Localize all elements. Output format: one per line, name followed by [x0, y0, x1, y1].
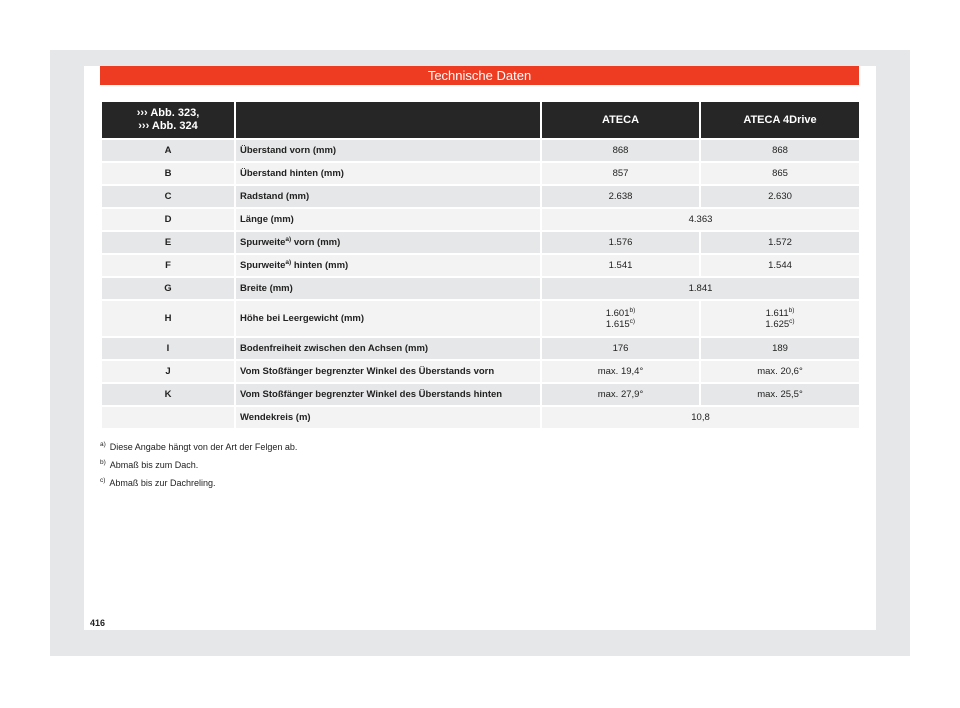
row-value-ateca-4drive: max. 25,5° — [700, 383, 860, 406]
row-label — [235, 162, 541, 185]
row-value-ateca: 2.638 — [541, 185, 700, 208]
cell-text: hinten (mm) — [291, 260, 349, 271]
cell-text: Radstand (mm) — [240, 191, 310, 202]
cell-text: Spurweite — [240, 237, 286, 248]
row-label — [235, 337, 541, 360]
row-value-ateca-4drive: max. 20,6° — [700, 360, 860, 383]
table-row — [101, 185, 860, 208]
column-header-description — [235, 101, 541, 139]
row-value-shared: 1.841 — [541, 277, 860, 300]
cell-text: 1.601 — [605, 307, 630, 319]
row-label — [235, 185, 541, 208]
row-value-ateca: 857 — [541, 162, 700, 185]
cell-text: 1.625 — [765, 318, 790, 330]
row-value-ateca: 176 — [541, 337, 700, 360]
row-code: C — [101, 185, 235, 208]
row-value-ateca: 1.576 — [541, 231, 700, 254]
footnote-ref: b) — [788, 306, 795, 314]
column-header-reference — [101, 101, 235, 139]
table-row — [101, 208, 860, 231]
footnote-item: $^{b)}$ Abmaß bis zum Dach. — [100, 459, 199, 470]
cell-text: 1.611 — [765, 307, 789, 319]
footnote-item: $^{a)}$ Diese Angabe hängt von der Art der Felgen ab. — [100, 441, 298, 452]
cell-text: vorn (mm) — [291, 237, 341, 248]
cell-text: Breite (mm) — [240, 283, 293, 294]
row-code: B — [101, 162, 235, 185]
row-code: I — [101, 337, 235, 360]
row-label — [235, 208, 541, 231]
technical-data-table — [100, 100, 861, 430]
row-label — [235, 300, 541, 337]
table-row — [101, 383, 860, 406]
footnote-ref: a) — [285, 258, 292, 266]
row-value-ateca — [541, 300, 700, 337]
cell-text: Überstand hinten (mm) — [240, 168, 344, 179]
row-value-ateca: 868 — [541, 139, 700, 162]
row-label — [235, 231, 541, 254]
cell-text: Bodenfreiheit zwischen den Achsen (mm) — [240, 343, 429, 354]
cell-text: Höhe bei Leergewicht (mm) — [240, 313, 365, 324]
row-code: G — [101, 277, 235, 300]
row-value-ateca-4drive — [700, 300, 860, 337]
page-number: 416 — [90, 618, 106, 628]
value-line — [705, 319, 855, 330]
row-code: J — [101, 360, 235, 383]
row-value-ateca: 1.541 — [541, 254, 700, 277]
cell-text: Vom Stoßfänger begrenzter Winkel des Überstands vorn — [240, 366, 495, 377]
row-value-ateca: max. 27,9° — [541, 383, 700, 406]
cell-text: Wendekreis (m) — [240, 412, 311, 423]
footnote-item: $^{c)}$ Abmaß bis zur Dachreling. — [100, 477, 216, 488]
cell-text: Vom Stoßfänger begrenzter Winkel des Überstands hinten — [240, 389, 503, 400]
table-row — [101, 139, 860, 162]
row-value-shared: 10,8 — [541, 406, 860, 429]
footnote-ref: c) — [629, 317, 636, 325]
column-header-ateca-4drive: ATECA 4Drive — [700, 101, 860, 139]
column-header-ateca: ATECA — [541, 101, 700, 139]
row-code: K — [101, 383, 235, 406]
row-value-ateca-4drive: 1.544 — [700, 254, 860, 277]
table-row — [101, 162, 860, 185]
row-label — [235, 254, 541, 277]
row-code: D — [101, 208, 235, 231]
row-label — [235, 406, 541, 429]
footnote-ref: c) — [789, 317, 795, 325]
row-value-ateca-4drive: 1.572 — [700, 231, 860, 254]
cell-text: 1.615 — [605, 318, 630, 330]
row-code: H — [101, 300, 235, 337]
footnotes — [100, 438, 700, 492]
value-line — [546, 308, 695, 319]
row-value-ateca-4drive: 189 — [700, 337, 860, 360]
table-row — [101, 406, 860, 429]
row-code: A — [101, 139, 235, 162]
row-label — [235, 360, 541, 383]
row-code — [101, 406, 235, 429]
row-label — [235, 277, 541, 300]
row-code: F — [101, 254, 235, 277]
row-label — [235, 139, 541, 162]
section-title: Technische Daten — [100, 66, 859, 85]
figure-ref-2[interactable]: ››› Abb. 324 — [138, 120, 198, 132]
row-label — [235, 383, 541, 406]
table-row — [101, 300, 860, 337]
table-row — [101, 231, 860, 254]
table-row — [101, 337, 860, 360]
table-header-row — [101, 101, 860, 139]
row-value-ateca: max. 19,4° — [541, 360, 700, 383]
cell-text: Überstand vorn (mm) — [240, 145, 337, 156]
footnote-ref: b) — [629, 306, 636, 314]
row-value-ateca-4drive: 868 — [700, 139, 860, 162]
cell-text: Spurweite — [240, 260, 286, 271]
table-row — [101, 254, 860, 277]
value-line — [705, 308, 855, 319]
row-value-ateca-4drive: 2.630 — [700, 185, 860, 208]
cell-text: Länge (mm) — [240, 214, 294, 225]
table-row — [101, 360, 860, 383]
table-row — [101, 277, 860, 300]
footnote-ref: a) — [285, 235, 292, 243]
row-code: E — [101, 231, 235, 254]
figure-ref-1[interactable]: ››› Abb. 323, — [136, 107, 200, 119]
row-value-shared: 4.363 — [541, 208, 860, 231]
row-value-ateca-4drive: 865 — [700, 162, 860, 185]
value-line — [546, 319, 695, 330]
